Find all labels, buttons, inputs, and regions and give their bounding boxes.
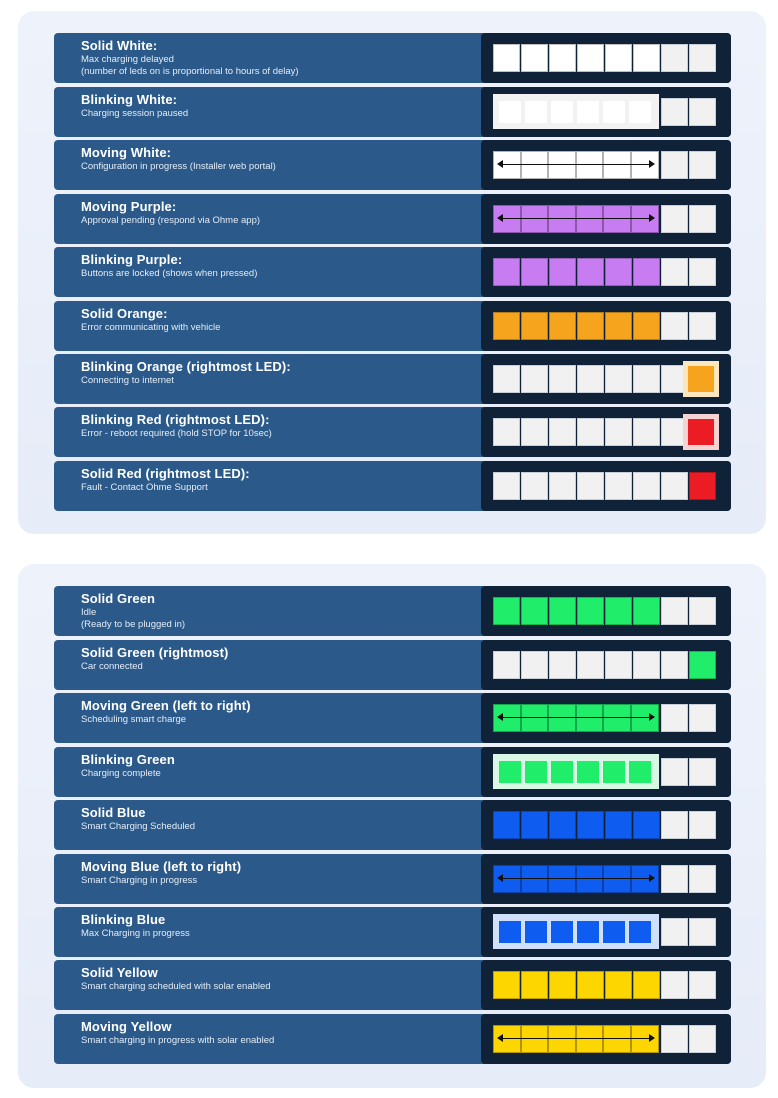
led <box>521 651 548 679</box>
led <box>689 312 716 340</box>
led <box>689 651 716 679</box>
row-text <box>81 252 471 280</box>
led <box>661 918 688 946</box>
led-status-row <box>54 301 731 351</box>
led-status-row <box>54 87 731 137</box>
led-status-row <box>54 407 731 457</box>
led-indicator <box>481 854 731 904</box>
led <box>661 811 688 839</box>
led-status-row <box>54 693 731 743</box>
status-title: Moving Green (left to right) <box>81 698 251 713</box>
blinking-led-group <box>493 754 659 789</box>
row-text <box>81 199 471 227</box>
led-strip <box>493 312 717 340</box>
led-strip-tail <box>661 1025 717 1053</box>
motion-arrow-line <box>499 717 653 718</box>
led <box>499 101 521 123</box>
led <box>499 761 521 783</box>
rightmost-led <box>688 419 714 445</box>
led-indicator <box>481 461 731 511</box>
led-strip-tail <box>661 865 717 893</box>
led <box>603 205 631 233</box>
led <box>603 101 625 123</box>
led <box>689 1025 716 1053</box>
arrow-left-icon <box>497 874 503 882</box>
row-text <box>81 1019 471 1047</box>
led-indicator <box>481 301 731 351</box>
led-legend-panel-2 <box>18 564 766 1088</box>
led-strip <box>493 971 717 999</box>
led <box>633 651 660 679</box>
led <box>577 651 604 679</box>
led <box>499 921 521 943</box>
arrow-left-icon <box>497 713 503 721</box>
status-title: Solid Yellow <box>81 965 158 980</box>
status-title: Solid White: <box>81 38 158 53</box>
led <box>661 758 688 786</box>
led <box>493 418 520 446</box>
led-status-row <box>54 33 731 83</box>
status-title: Solid Red (rightmost LED): <box>81 466 250 481</box>
led-indicator <box>481 87 731 137</box>
led <box>493 365 520 393</box>
led <box>689 258 716 286</box>
led <box>661 151 688 179</box>
row-text <box>81 591 471 631</box>
led <box>605 971 632 999</box>
led <box>577 312 604 340</box>
led <box>577 418 604 446</box>
led <box>605 44 632 72</box>
led <box>549 811 576 839</box>
led-strip-tail <box>661 758 717 786</box>
led-indicator <box>481 800 731 850</box>
row-text <box>81 306 471 334</box>
led <box>661 44 688 72</box>
status-title: Blinking Blue <box>81 912 166 927</box>
led <box>577 971 604 999</box>
led <box>548 704 576 732</box>
led <box>689 704 716 732</box>
arrow-right-icon <box>649 713 655 721</box>
led <box>689 865 716 893</box>
led <box>548 151 576 179</box>
led <box>633 312 660 340</box>
arrow-right-icon <box>649 1034 655 1042</box>
status-title: Solid Blue <box>81 805 146 820</box>
status-title: Blinking White: <box>81 92 178 107</box>
led-strip-tail <box>661 918 717 946</box>
led <box>689 472 716 500</box>
led <box>605 597 632 625</box>
led <box>493 258 520 286</box>
moving-led-group <box>493 205 659 233</box>
led-status-row <box>54 461 731 511</box>
led <box>549 971 576 999</box>
led <box>633 811 660 839</box>
motion-arrow-line <box>499 878 653 879</box>
row-text <box>81 412 471 440</box>
status-description: Max Charging in progress <box>81 928 190 939</box>
led <box>629 101 651 123</box>
row-text <box>81 466 471 494</box>
rightmost-led-halo <box>683 361 719 397</box>
led-strip-tail <box>661 205 717 233</box>
led <box>689 918 716 946</box>
led <box>577 921 599 943</box>
led-status-row <box>54 354 731 404</box>
led <box>525 101 547 123</box>
led-indicator <box>481 747 731 797</box>
moving-led-group <box>493 865 659 893</box>
led-indicator <box>481 140 731 190</box>
status-description: Smart Charging Scheduled <box>81 821 196 832</box>
led <box>521 865 549 893</box>
led <box>548 1025 576 1053</box>
led-strip <box>493 597 717 625</box>
led <box>603 1025 631 1053</box>
led <box>576 704 604 732</box>
arrow-left-icon <box>497 214 503 222</box>
status-description: Charging complete <box>81 768 161 779</box>
moving-led-group <box>493 151 659 179</box>
led-strip-tail <box>661 704 717 732</box>
status-description: Error - reboot required (hold STOP for 10sec) <box>81 428 272 439</box>
led-legend-panel-1 <box>18 11 766 534</box>
led <box>551 921 573 943</box>
status-description: Fault - Contact Ohme Support <box>81 482 208 493</box>
led <box>577 472 604 500</box>
led <box>689 971 716 999</box>
led <box>605 651 632 679</box>
led <box>661 597 688 625</box>
led-status-row <box>54 586 731 636</box>
led-strip <box>493 811 717 839</box>
led <box>521 151 549 179</box>
status-description: Connecting to internet <box>81 375 174 386</box>
led <box>689 597 716 625</box>
led <box>577 761 599 783</box>
led <box>605 258 632 286</box>
led <box>689 758 716 786</box>
status-title: Solid Orange: <box>81 306 168 321</box>
led <box>605 365 632 393</box>
led-strip <box>493 651 717 679</box>
led <box>549 597 576 625</box>
led <box>493 312 520 340</box>
led <box>661 312 688 340</box>
led <box>603 761 625 783</box>
arrow-right-icon <box>649 874 655 882</box>
led <box>549 418 576 446</box>
status-description-note: (Ready to be plugged in) <box>81 619 186 630</box>
row-text <box>81 912 471 940</box>
led <box>661 651 688 679</box>
led <box>577 811 604 839</box>
status-title: Solid Green (rightmost) <box>81 645 229 660</box>
status-title: Blinking Red (rightmost LED): <box>81 412 270 427</box>
blinking-led-group <box>493 914 659 949</box>
led <box>521 704 549 732</box>
led-strip <box>493 365 689 393</box>
led <box>629 761 651 783</box>
led <box>549 365 576 393</box>
led <box>633 365 660 393</box>
led <box>521 312 548 340</box>
status-description: Max charging delayed <box>81 54 174 65</box>
moving-led-group <box>493 704 659 732</box>
led <box>549 651 576 679</box>
led <box>493 651 520 679</box>
row-text <box>81 38 471 78</box>
led <box>521 365 548 393</box>
led <box>493 811 520 839</box>
led <box>661 205 688 233</box>
led <box>603 704 631 732</box>
led <box>521 258 548 286</box>
status-description: Approval pending (respond via Ohme app) <box>81 215 261 226</box>
led-strip <box>493 472 717 500</box>
status-title: Moving Purple: <box>81 199 177 214</box>
led <box>577 258 604 286</box>
led-strip-tail <box>661 98 717 126</box>
led <box>629 921 651 943</box>
status-title: Blinking Orange (rightmost LED): <box>81 359 291 374</box>
led-status-row <box>54 800 731 850</box>
led <box>633 418 660 446</box>
row-text <box>81 965 471 993</box>
led <box>603 921 625 943</box>
led <box>549 312 576 340</box>
led <box>689 205 716 233</box>
status-description: Configuration in progress (Installer web portal) <box>81 161 276 172</box>
status-description: Smart charging scheduled with solar enabled <box>81 981 271 992</box>
rightmost-led-halo <box>683 414 719 450</box>
led <box>661 258 688 286</box>
led <box>689 98 716 126</box>
led-strip <box>493 258 717 286</box>
row-text <box>81 752 471 780</box>
row-text <box>81 859 471 887</box>
status-description: Idle <box>81 607 97 618</box>
led <box>577 101 599 123</box>
led <box>661 865 688 893</box>
led <box>576 1025 604 1053</box>
motion-arrow-line <box>499 218 653 219</box>
led <box>689 811 716 839</box>
row-text <box>81 805 471 833</box>
moving-led-group <box>493 1025 659 1053</box>
led <box>576 151 604 179</box>
led <box>493 44 520 72</box>
led <box>521 418 548 446</box>
led <box>521 1025 549 1053</box>
led <box>549 44 576 72</box>
led <box>577 597 604 625</box>
led <box>661 971 688 999</box>
led-strip-tail <box>661 151 717 179</box>
motion-arrow-line <box>499 164 653 165</box>
led-indicator <box>481 407 731 457</box>
status-title: Moving Blue (left to right) <box>81 859 242 874</box>
row-text <box>81 645 471 673</box>
status-title: Moving White: <box>81 145 172 160</box>
led <box>521 205 549 233</box>
led-strip <box>493 44 717 72</box>
led-status-row <box>54 194 731 244</box>
motion-arrow-line <box>499 1038 653 1039</box>
arrow-left-icon <box>497 1034 503 1042</box>
arrow-right-icon <box>649 160 655 168</box>
status-description: Car connected <box>81 661 143 672</box>
led <box>689 44 716 72</box>
status-description-note: (number of leds on is proportional to hours of delay) <box>81 66 299 77</box>
status-description: Buttons are locked (shows when pressed) <box>81 268 258 279</box>
led-status-row <box>54 640 731 690</box>
led <box>633 44 660 72</box>
led-indicator <box>481 640 731 690</box>
led <box>605 811 632 839</box>
led <box>603 151 631 179</box>
led <box>577 44 604 72</box>
led-strip <box>493 418 689 446</box>
status-title: Blinking Green <box>81 752 175 767</box>
led <box>576 865 604 893</box>
led-status-row <box>54 1014 731 1064</box>
row-text <box>81 145 471 173</box>
led <box>525 761 547 783</box>
led <box>633 472 660 500</box>
rightmost-led <box>688 366 714 392</box>
row-text <box>81 698 471 726</box>
led <box>661 1025 688 1053</box>
led-indicator <box>481 1014 731 1064</box>
led-indicator <box>481 354 731 404</box>
led-indicator <box>481 907 731 957</box>
led-indicator <box>481 586 731 636</box>
led <box>576 205 604 233</box>
status-description: Charging session paused <box>81 108 189 119</box>
led <box>551 761 573 783</box>
led-status-row <box>54 140 731 190</box>
status-description: Error communicating with vehicle <box>81 322 221 333</box>
led <box>661 704 688 732</box>
led <box>549 472 576 500</box>
blinking-led-group <box>493 94 659 129</box>
led-status-row <box>54 747 731 797</box>
led-status-row <box>54 854 731 904</box>
row-text <box>81 359 471 387</box>
led <box>493 971 520 999</box>
led <box>689 151 716 179</box>
led-indicator <box>481 693 731 743</box>
led-indicator <box>481 194 731 244</box>
led <box>633 258 660 286</box>
led <box>549 258 576 286</box>
led <box>521 472 548 500</box>
status-title: Blinking Purple: <box>81 252 183 267</box>
led <box>521 811 548 839</box>
led <box>661 98 688 126</box>
status-description: Smart charging in progress with solar enabled <box>81 1035 275 1046</box>
led-indicator <box>481 247 731 297</box>
led-status-row <box>54 247 731 297</box>
led <box>577 365 604 393</box>
led <box>548 865 576 893</box>
status-title: Solid Green <box>81 591 156 606</box>
led <box>661 472 688 500</box>
led <box>525 921 547 943</box>
led <box>551 101 573 123</box>
led <box>633 971 660 999</box>
led <box>603 865 631 893</box>
led <box>605 472 632 500</box>
led-indicator <box>481 33 731 83</box>
led <box>493 597 520 625</box>
led <box>633 597 660 625</box>
status-description: Scheduling smart charge <box>81 714 187 725</box>
led <box>521 971 548 999</box>
led <box>493 472 520 500</box>
led <box>521 44 548 72</box>
status-title: Moving Yellow <box>81 1019 172 1034</box>
arrow-left-icon <box>497 160 503 168</box>
led <box>521 597 548 625</box>
led-status-row <box>54 907 731 957</box>
led-indicator <box>481 960 731 1010</box>
status-description: Smart Charging in progress <box>81 875 198 886</box>
led <box>605 312 632 340</box>
led-status-row <box>54 960 731 1010</box>
row-text <box>81 92 471 120</box>
led <box>605 418 632 446</box>
led <box>548 205 576 233</box>
arrow-right-icon <box>649 214 655 222</box>
